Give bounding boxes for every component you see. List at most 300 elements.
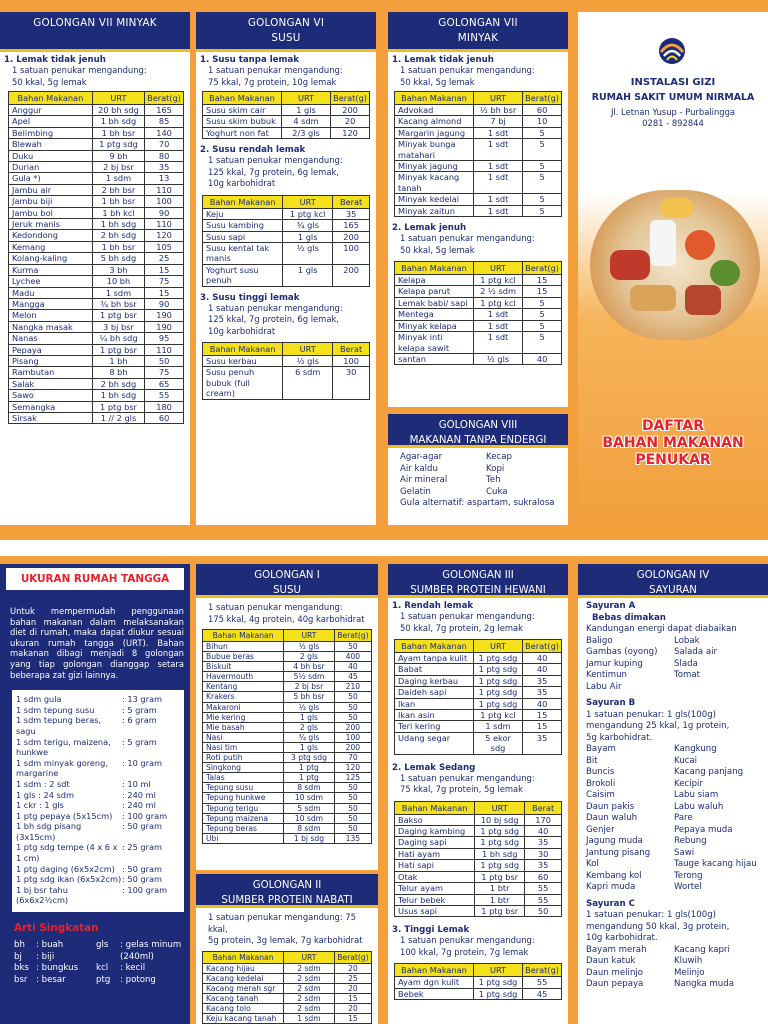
column-header: URT (283, 195, 333, 208)
urt-cell: 10 sdm (284, 813, 335, 823)
section-desc: 1 satuan penukar mengandung: (208, 65, 343, 75)
table-row (395, 988, 562, 999)
column-header: URT (473, 640, 522, 653)
column-header: Bahan Makanan (203, 92, 282, 105)
list-item: Rebung (674, 836, 707, 846)
measure-name: 1 gls : 24 sdm (16, 789, 74, 800)
phone-text: 0281 - 892844 (642, 118, 704, 128)
urt-cell: 1 bh sdg (92, 390, 144, 401)
food-name-cell: Kedondong (9, 230, 93, 241)
list-item: Salada air (674, 647, 718, 657)
urt-cell: 5 sdm (284, 803, 335, 813)
column-header: URT (281, 92, 330, 105)
measure-row (16, 864, 180, 875)
weight-cell: 100 (334, 732, 371, 742)
column-header: Bahan Makanan (203, 343, 283, 356)
food-name-cell: Lemak babi/ sapi (395, 297, 474, 308)
table-row (395, 905, 562, 916)
section-desc: 10g karbohidrat (208, 178, 276, 189)
table-header-row (395, 262, 562, 275)
food-name-cell: Usus sapi (395, 905, 475, 916)
table-row (395, 105, 562, 116)
list-item: Terong (674, 870, 703, 881)
food-table (394, 963, 562, 1000)
column-header: Berat(g) (523, 262, 562, 275)
urt-cell: 2 bh bsr (92, 184, 144, 195)
food-name-cell: Telur ayam (395, 883, 475, 894)
weight-cell: 40 (523, 698, 562, 709)
weight-cell: 20 (331, 116, 370, 127)
intro-text: Untuk mempermudah penggunaan bahan makanan dalam melaksanakan diet di rumah, maka dapat diukur sesuai ukuran rumah tangga (URT). Bahan makanan dibagi menjadi 8 golongan yang tiap golongan dianggap setara beberapa zat gizi lainnya. (10, 606, 184, 680)
column-header: Berat (525, 801, 562, 814)
panel-header: GOLONGAN VI SUSU (196, 12, 376, 52)
section-desc: mengandung 50 kkal, 3g protein, (586, 921, 730, 932)
food-name-cell: Kacang merah sgr (203, 983, 284, 993)
weight-cell: 13 (145, 173, 184, 184)
measure-value: : 240 ml (122, 800, 156, 811)
measure-name: 1 sdm minyak goreng, margarine (16, 757, 108, 779)
page-gap (0, 540, 768, 556)
weight-cell: 40 (334, 662, 371, 672)
weight-cell: 165 (145, 105, 184, 116)
food-name-cell: Duku (9, 150, 93, 161)
food-table (202, 91, 370, 139)
measure-name: 1 ckr : 1 gls (16, 800, 64, 811)
food-name-cell: Tepung terigu (203, 803, 284, 813)
food-name-cell: Sirsak (9, 412, 93, 423)
weight-cell: 200 (334, 722, 371, 732)
table-row (203, 813, 372, 823)
table-row (395, 837, 562, 848)
header-line: GOLONGAN III (442, 570, 514, 581)
column-header: URT (473, 262, 522, 275)
food-name-cell: Margarin jagung (395, 127, 474, 138)
weight-cell: 40 (525, 826, 562, 837)
weight-cell: 5 (523, 161, 562, 172)
column-header: Bahan Makanan (203, 195, 283, 208)
table-row (395, 675, 562, 686)
weight-cell: 15 (145, 264, 184, 275)
weight-cell: 15 (334, 1013, 371, 1023)
item-list (586, 744, 674, 894)
header-line: GOLONGAN VIII (438, 420, 518, 431)
urt-cell: 2 gls (284, 722, 335, 732)
food-name-cell: Daging kambing (395, 826, 475, 837)
list-item: Lobak (674, 635, 700, 646)
table-row (9, 207, 184, 218)
section-desc: 1 satuan penukar mengandung: (12, 65, 147, 75)
urt-cell: 1 sdt (473, 172, 522, 194)
section-desc: 125 kkal, 7g protein, 6g lemak, (208, 314, 339, 325)
address-text: Jl. Letnan Yusup - Purbalingga (610, 107, 736, 117)
weight-cell: 95 (145, 333, 184, 344)
column-header: Bahan Makanan (395, 262, 474, 275)
measure-row (16, 885, 180, 906)
header-line: GOLONGAN I (254, 570, 320, 581)
urt-cell: 1 bj sdg (284, 833, 335, 843)
list-item: Caisim (586, 790, 615, 800)
food-name-cell: Susu sapi (203, 231, 283, 242)
table-row (9, 184, 184, 195)
food-name-cell: Yoghurt non fat (203, 127, 282, 138)
food-name-cell: Ayam dgn kulit (395, 977, 474, 988)
title-line: DAFTAR (641, 418, 705, 434)
header-line: SUSU (273, 585, 301, 596)
measure-value: : 50 gram (122, 821, 162, 832)
section-desc: 50 kkal, 5g lemak (12, 76, 87, 87)
item-list (674, 636, 762, 694)
table-header-row (203, 92, 370, 105)
urt-cell: 1 ptg kcl (473, 710, 522, 721)
weight-cell: 90 (145, 207, 184, 218)
urt-cell: 1 sdm (284, 1013, 335, 1023)
table-row (203, 993, 372, 1003)
section-title: Sayuran A (586, 601, 636, 611)
column-header: URT (283, 343, 333, 356)
table-row (9, 287, 184, 298)
urt-cell: ¾ bh bsr (92, 298, 144, 309)
section-title: 2. Lemak jenuh (392, 223, 467, 234)
panel-golongan-iii (388, 564, 568, 1024)
item-list (472, 452, 558, 498)
food-name-cell: Hati sapi (395, 860, 475, 871)
panel-header (196, 874, 378, 908)
list-item: Gelatin (400, 486, 431, 497)
urt-cell: 1 gls (284, 712, 335, 722)
list-item: Kol (586, 859, 599, 869)
food-name-cell: Nasi (203, 732, 284, 742)
food-table (394, 639, 562, 755)
food-name-cell: Mie kering (203, 712, 284, 722)
urt-cell: ½ bh bsr (473, 105, 522, 116)
table-row (203, 803, 372, 813)
measure-name: 1 sdm : 2 sdt (16, 778, 70, 789)
table-row (9, 298, 184, 309)
panel-header: UKURAN RUMAH TANGGA (6, 568, 184, 590)
urt-cell: 8 bh (92, 367, 144, 378)
table-row (203, 116, 370, 127)
food-name-cell: Daging kerbau (395, 675, 474, 686)
weight-cell: 45 (523, 988, 562, 999)
measure-name: 1 ptg sdg ikan (6x5x2cm) (16, 874, 122, 885)
weight-cell: 50 (334, 642, 371, 652)
food-table (202, 195, 370, 287)
urt-cell: 1 ptg sdg (92, 139, 144, 150)
food-name-cell: Babat (395, 664, 474, 675)
food-name-cell: Bakso (395, 814, 475, 825)
table-row (9, 127, 184, 138)
table-row (395, 309, 562, 320)
list-item: Bayam merah (586, 944, 647, 955)
weight-cell: 70 (145, 139, 184, 150)
weight-cell: 85 (145, 116, 184, 127)
food-name-cell: Minyak inti kelapa sawit (395, 332, 474, 354)
header-line: MAKANAN TANPA ENDERGI (409, 435, 547, 446)
urt-cell: 1 ptg (284, 763, 335, 773)
urt-cell: 1 ptg bsr (92, 310, 144, 321)
food-name-cell: Jambu biji (9, 196, 93, 207)
table-row (9, 378, 184, 389)
table-row (9, 150, 184, 161)
table-row (395, 332, 562, 354)
table-header-row (395, 964, 562, 977)
measure-value: : 50 gram (122, 874, 162, 885)
urt-cell: 10 sdm (284, 793, 335, 803)
abbr-row (14, 940, 190, 952)
panel-golongan-viii (388, 414, 568, 525)
list-item: Kecipir (674, 778, 703, 789)
food-name-cell: Susu skim bubuk (203, 116, 282, 127)
list-item: Agar-agar (400, 452, 443, 462)
table-row (395, 883, 562, 894)
list-item: Air mineral (400, 475, 448, 485)
table-row (203, 220, 370, 231)
list-item: Daun pepaya (586, 979, 644, 989)
urt-cell: ½ gls (284, 702, 335, 712)
table-row (203, 692, 372, 702)
weight-cell: 20 (334, 963, 371, 973)
food-name-cell: Nangka masak (9, 321, 93, 332)
column-header: Bahan Makanan (9, 92, 93, 105)
list-item: Daun pakis (586, 801, 635, 812)
list-item: Pare (674, 813, 693, 823)
urt-cell: 1 gls (281, 105, 330, 116)
food-name-cell: Minyak bunga matahari (395, 139, 474, 161)
measure-row (16, 715, 180, 736)
urt-cell: 5 bh sdg (92, 253, 144, 264)
measure-name: 1 bh sdg pisang (3x15cm) (16, 821, 82, 842)
column-header: Bahan Makanan (203, 951, 284, 963)
table-row (9, 219, 184, 230)
food-name-cell: Susu kambing (203, 220, 283, 231)
measure-value: : 25 gram (122, 842, 162, 853)
weight-cell: 20 (334, 983, 371, 993)
weight-cell: 15 (523, 721, 562, 732)
section-desc: 1 satuan penukar mengandung: (400, 65, 535, 75)
title-line: BAHAN MAKANAN (602, 435, 744, 451)
urt-cell: 1 ptg bsr (475, 905, 525, 916)
table-row (395, 687, 562, 698)
weight-cell: 110 (145, 344, 184, 355)
list-item: Buncis (586, 767, 615, 777)
section-desc: 1 satuan penukar mengandung: (400, 611, 535, 621)
section-title: Sayuran B (586, 698, 636, 708)
panel-golongan-vi (196, 12, 376, 525)
table-header-row (203, 343, 370, 356)
list-item: Kangkung (674, 744, 717, 754)
table-row (395, 653, 562, 664)
food-name-cell: Roti putih (203, 753, 284, 763)
urt-cell: 1 ptg (284, 773, 335, 783)
list-item: Melinjo (674, 967, 705, 978)
table-row (395, 698, 562, 709)
food-name-cell: Kelapa (395, 275, 474, 286)
table-row (203, 231, 370, 242)
table-header-row (203, 951, 372, 963)
table-row (203, 763, 372, 773)
list-item: Daun melinjo (586, 967, 644, 978)
food-name-cell: Minyak zaitun (395, 205, 474, 216)
measure-value: : 10 ml (122, 778, 151, 789)
column-header: Bahan Makanan (395, 801, 475, 814)
panel-header (388, 564, 568, 598)
urt-cell: 2 bh sdg (92, 230, 144, 241)
weight-cell: 60 (523, 105, 562, 116)
list-item: Kentimun (586, 670, 627, 680)
table-row (203, 783, 372, 793)
food-table (394, 261, 562, 365)
weight-cell: 55 (145, 390, 184, 401)
table-row (9, 276, 184, 287)
urt-cell: 1 ptg sdg (473, 698, 522, 709)
food-table (8, 91, 184, 424)
food-name-cell: santan (395, 353, 474, 364)
weight-cell: 50 (334, 823, 371, 833)
weight-cell: 20 (334, 1003, 371, 1013)
abbr-cell: : bungkus (36, 963, 79, 974)
table-row (9, 412, 184, 423)
table-row (395, 139, 562, 161)
weight-cell: 15 (523, 286, 562, 297)
food-name-cell: Ubi (203, 833, 284, 843)
header-line: GOLONGAN II (252, 880, 322, 891)
column-header: Bahan Makanan (395, 92, 474, 105)
column-header: Berat(g) (334, 630, 371, 642)
table-row (203, 833, 372, 843)
abbr-cell: : kecil (120, 963, 146, 974)
abbr-cell: : buah (36, 940, 64, 951)
weight-cell: 75 (145, 367, 184, 378)
table-row (203, 742, 372, 752)
table-row (203, 983, 372, 993)
section-desc: 1 satuan penukar: 1 gls(100g) (586, 910, 717, 920)
table-row (203, 793, 372, 803)
urt-cell: 1 ptg sdg (473, 653, 522, 664)
urt-cell: 1 sdt (473, 194, 522, 205)
table-row (9, 253, 184, 264)
list-item: Jamur kuping (586, 658, 643, 669)
weight-cell: 65 (145, 378, 184, 389)
table-row (203, 973, 372, 983)
table-row (395, 871, 562, 882)
measure-value: : 13 gram (122, 694, 162, 705)
weight-cell: 35 (525, 837, 562, 848)
food-name-cell: Kolang-kaling (9, 253, 93, 264)
urt-cell: 1 ptg kcl (473, 297, 522, 308)
food-name-cell: Yoghurt susu penuh (203, 264, 283, 286)
section-title: 1. Lemak tidak jenuh (392, 55, 494, 65)
urt-cell: 5½ sdm (284, 672, 335, 682)
food-table (202, 342, 370, 400)
weight-cell: 55 (525, 883, 562, 894)
food-name-cell: Minyak kelapa (395, 320, 474, 331)
list-item: Daun waluh (586, 813, 638, 823)
list-item: Genjer (586, 824, 615, 835)
food-name-cell: Talas (203, 773, 284, 783)
section-desc: 1 satuan penukar: 1 gls(100g) (586, 709, 717, 720)
table-row (203, 208, 370, 219)
table-row (395, 721, 562, 732)
measure-name: 1 ptg pepaya (5x15cm) (16, 810, 113, 821)
urt-cell: 2/3 gls (281, 127, 330, 138)
column-header: Berat(g) (523, 964, 562, 977)
urt-cell: 2 sdm (284, 1003, 335, 1013)
item-list (586, 636, 674, 694)
food-name-cell: Bebek (395, 988, 474, 999)
weight-cell: 400 (334, 652, 371, 662)
food-name-cell: Susu kental tak manis (203, 242, 283, 264)
column-header: Bahan Makanan (395, 640, 474, 653)
table-row (203, 264, 370, 286)
weight-cell: 105 (145, 241, 184, 252)
urt-cell: 1 bh (92, 355, 144, 366)
panel-golongan-iv (578, 564, 768, 1024)
measure-row (16, 874, 180, 885)
urt-cell: 2 bj bsr (284, 682, 335, 692)
column-header: URT (92, 92, 144, 105)
list-item: Kacang kapri (674, 944, 730, 955)
food-name-cell: Makaroni (203, 702, 284, 712)
urt-cell: 1 gls (284, 742, 335, 752)
food-name-cell: Kacang hijau (203, 963, 284, 973)
urt-cell: 1 sdm (92, 287, 144, 298)
weight-cell: 60 (145, 412, 184, 423)
food-name-cell: Minyak jagung (395, 161, 474, 172)
weight-cell: 55 (525, 894, 562, 905)
section-desc: 10g karbohidrat (208, 325, 276, 336)
urt-cell: 1 sdm (92, 173, 144, 184)
measure-row (16, 811, 180, 822)
urt-cell: 1 ptg kcl (473, 275, 522, 286)
table-row (203, 652, 372, 662)
measure-value: : 240 ml (122, 789, 156, 800)
list-item: Baligo (586, 635, 613, 646)
weight-cell: 50 (334, 783, 371, 793)
urt-cell: 1 ptg sdg (475, 860, 525, 871)
section-desc: 50 kkal, 7g protein, 2g lemak (400, 622, 523, 633)
abbr-cell: bsr (14, 974, 28, 985)
weight-cell: 200 (333, 231, 370, 242)
food-name-cell: Rambutan (9, 367, 93, 378)
measure-name: 1 bj bsr tahu (6x6x2½cm) (16, 884, 69, 906)
table-row (9, 401, 184, 412)
weight-cell: 25 (145, 253, 184, 264)
list-item: Cuka (486, 486, 508, 497)
urt-cell: 2 bh sdg (92, 378, 144, 389)
food-name-cell: Jambu air (9, 184, 93, 195)
urt-cell: 6 sdm (283, 367, 333, 399)
table-row (395, 194, 562, 205)
urt-cell: 1 gls (283, 231, 333, 242)
weight-cell: 30 (525, 848, 562, 859)
list-item: Kopi (486, 463, 505, 474)
urt-cell: 3 bj bsr (92, 321, 144, 332)
section-desc: 1 satuan penukar mengandung: (400, 233, 535, 244)
weight-cell: 80 (145, 150, 184, 161)
weight-cell: 120 (334, 763, 371, 773)
food-name-cell: Sawo (9, 390, 93, 401)
urt-cell: 1 ptg sdg (473, 687, 522, 698)
panel-header (578, 564, 768, 598)
table-row (9, 116, 184, 127)
weight-cell: 10 (523, 116, 562, 127)
measure-row (16, 694, 180, 705)
table-row (395, 116, 562, 127)
measure-row (16, 800, 180, 811)
list-item: Labu waluh (674, 801, 724, 812)
abbr-list (14, 940, 190, 986)
urt-cell: 1 ptg kcl (283, 208, 333, 219)
